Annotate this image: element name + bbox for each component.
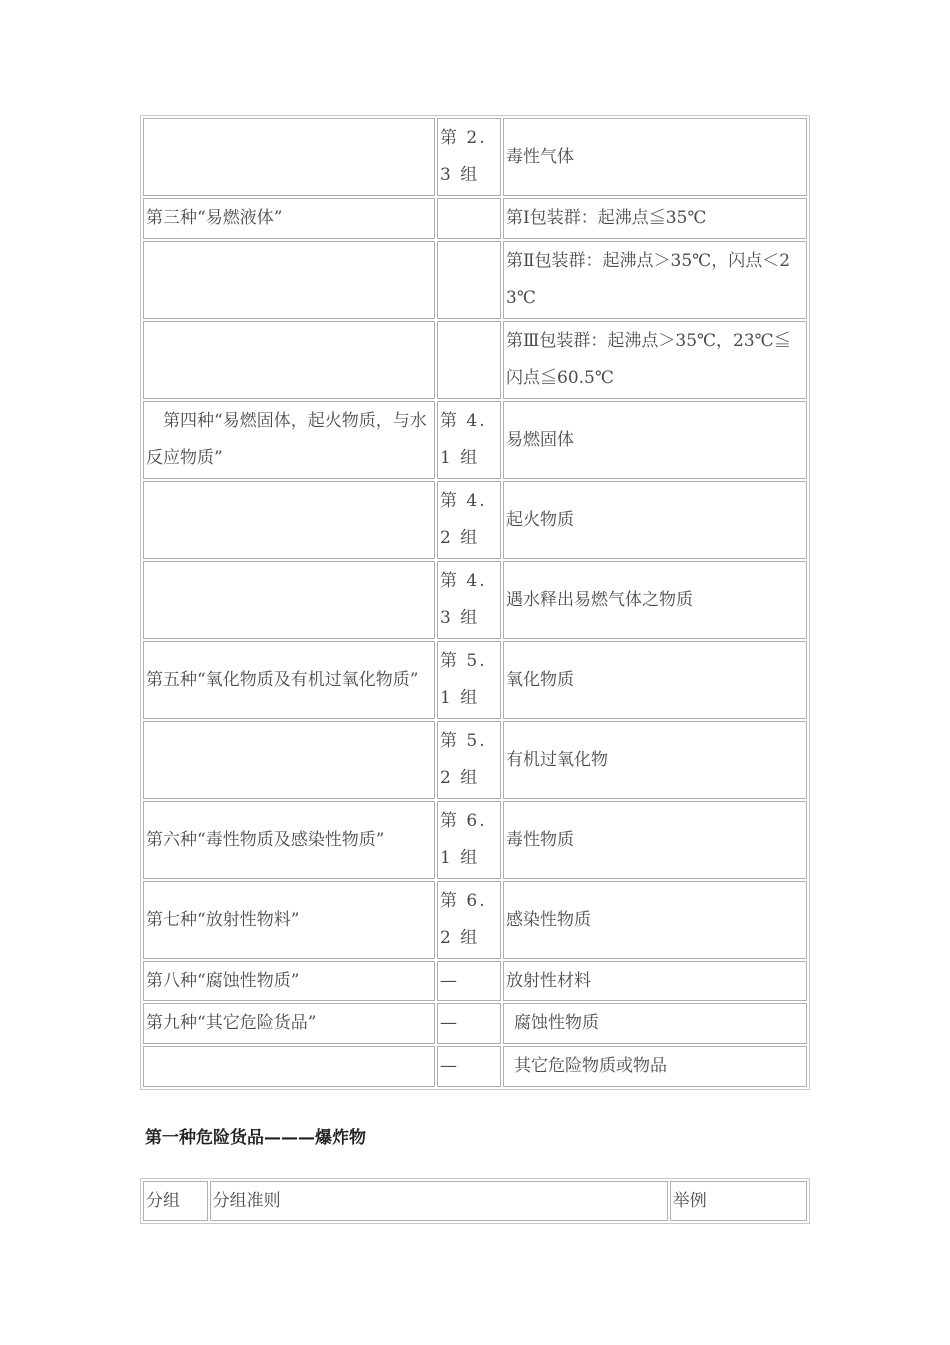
description-cell: 其它危险物质或物品: [503, 1046, 807, 1087]
table-row: [143, 961, 807, 1001]
description-cell: 有机过氧化物: [503, 721, 807, 799]
group-cell: 第 4.2 组: [437, 481, 501, 559]
category-cell: [143, 481, 435, 559]
category-cell: [143, 561, 435, 639]
category-cell: [143, 721, 435, 799]
header-cell-group: 分组: [143, 1181, 208, 1221]
description-cell: 第Ⅲ包装群：起沸点＞35℃，23℃≦闪点≦60.5℃: [503, 321, 807, 399]
group-cell: [437, 321, 501, 399]
group-cell: —: [437, 1046, 501, 1087]
category-cell: [143, 241, 435, 319]
description-cell: 腐蚀性物质: [503, 1003, 807, 1044]
group-cell: 第 6.2 组: [437, 881, 501, 959]
dangerous-goods-table: [140, 115, 810, 1090]
category-cell: 第九种“其它危险货品”: [143, 1003, 435, 1044]
table-row: [143, 401, 807, 479]
table-row: [143, 481, 807, 559]
category-cell: 第三种“易燃液体”: [143, 198, 435, 239]
category-cell: [143, 118, 435, 196]
header-cell-example: 举例: [670, 1181, 807, 1221]
category-cell: 第五种“氧化物质及有机过氧化物质”: [143, 641, 435, 719]
table-row: [143, 198, 807, 239]
group-cell: 第 5.1 组: [437, 641, 501, 719]
group-cell: 第 5.2 组: [437, 721, 501, 799]
category-cell: 第八种“腐蚀性物质”: [143, 961, 435, 1001]
category-cell: [143, 321, 435, 399]
description-cell: 感染性物质: [503, 881, 807, 959]
table-row: [143, 1003, 807, 1044]
header-cell-criteria: 分组准则: [210, 1181, 668, 1221]
group-cell: [437, 198, 501, 239]
table-row: [143, 881, 807, 959]
description-cell: 氧化物质: [503, 641, 807, 719]
group-cell: 第 4.3 组: [437, 561, 501, 639]
description-cell: 放射性材料: [503, 961, 807, 1001]
description-cell: 易燃固体: [503, 401, 807, 479]
category-cell: 第六种“毒性物质及感染性物质”: [143, 801, 435, 879]
table-row: [143, 641, 807, 719]
description-cell: 第Ⅰ包装群：起沸点≦35℃: [503, 198, 807, 239]
table-row: [143, 241, 807, 319]
group-cell: 第 4.1 组: [437, 401, 501, 479]
group-cell: 第 6.1 组: [437, 801, 501, 879]
group-cell: [437, 241, 501, 319]
group-cell: —: [437, 1003, 501, 1044]
description-cell: 起火物质: [503, 481, 807, 559]
explosives-group-table: [140, 1178, 810, 1224]
description-cell: 毒性气体: [503, 118, 807, 196]
table-row: [143, 801, 807, 879]
table-row: [143, 561, 807, 639]
category-cell: 第七种“放射性物料”: [143, 881, 435, 959]
table-header-row: [143, 1181, 807, 1221]
group-cell: —: [437, 961, 501, 1001]
description-cell: 第Ⅱ包装群：起沸点＞35℃，闪点＜23℃: [503, 241, 807, 319]
table-row: [143, 721, 807, 799]
table-row: [143, 321, 807, 399]
category-cell: 第四种“易燃固体，起火物质，与水反应物质”: [143, 401, 435, 479]
table-row: [143, 1046, 807, 1087]
table-row: [143, 118, 807, 196]
category-cell: [143, 1046, 435, 1087]
section-heading: 第一种危险货品———爆炸物: [145, 1128, 366, 1148]
description-cell: 毒性物质: [503, 801, 807, 879]
group-cell: 第 2.3 组: [437, 118, 501, 196]
description-cell: 遇水释出易燃气体之物质: [503, 561, 807, 639]
